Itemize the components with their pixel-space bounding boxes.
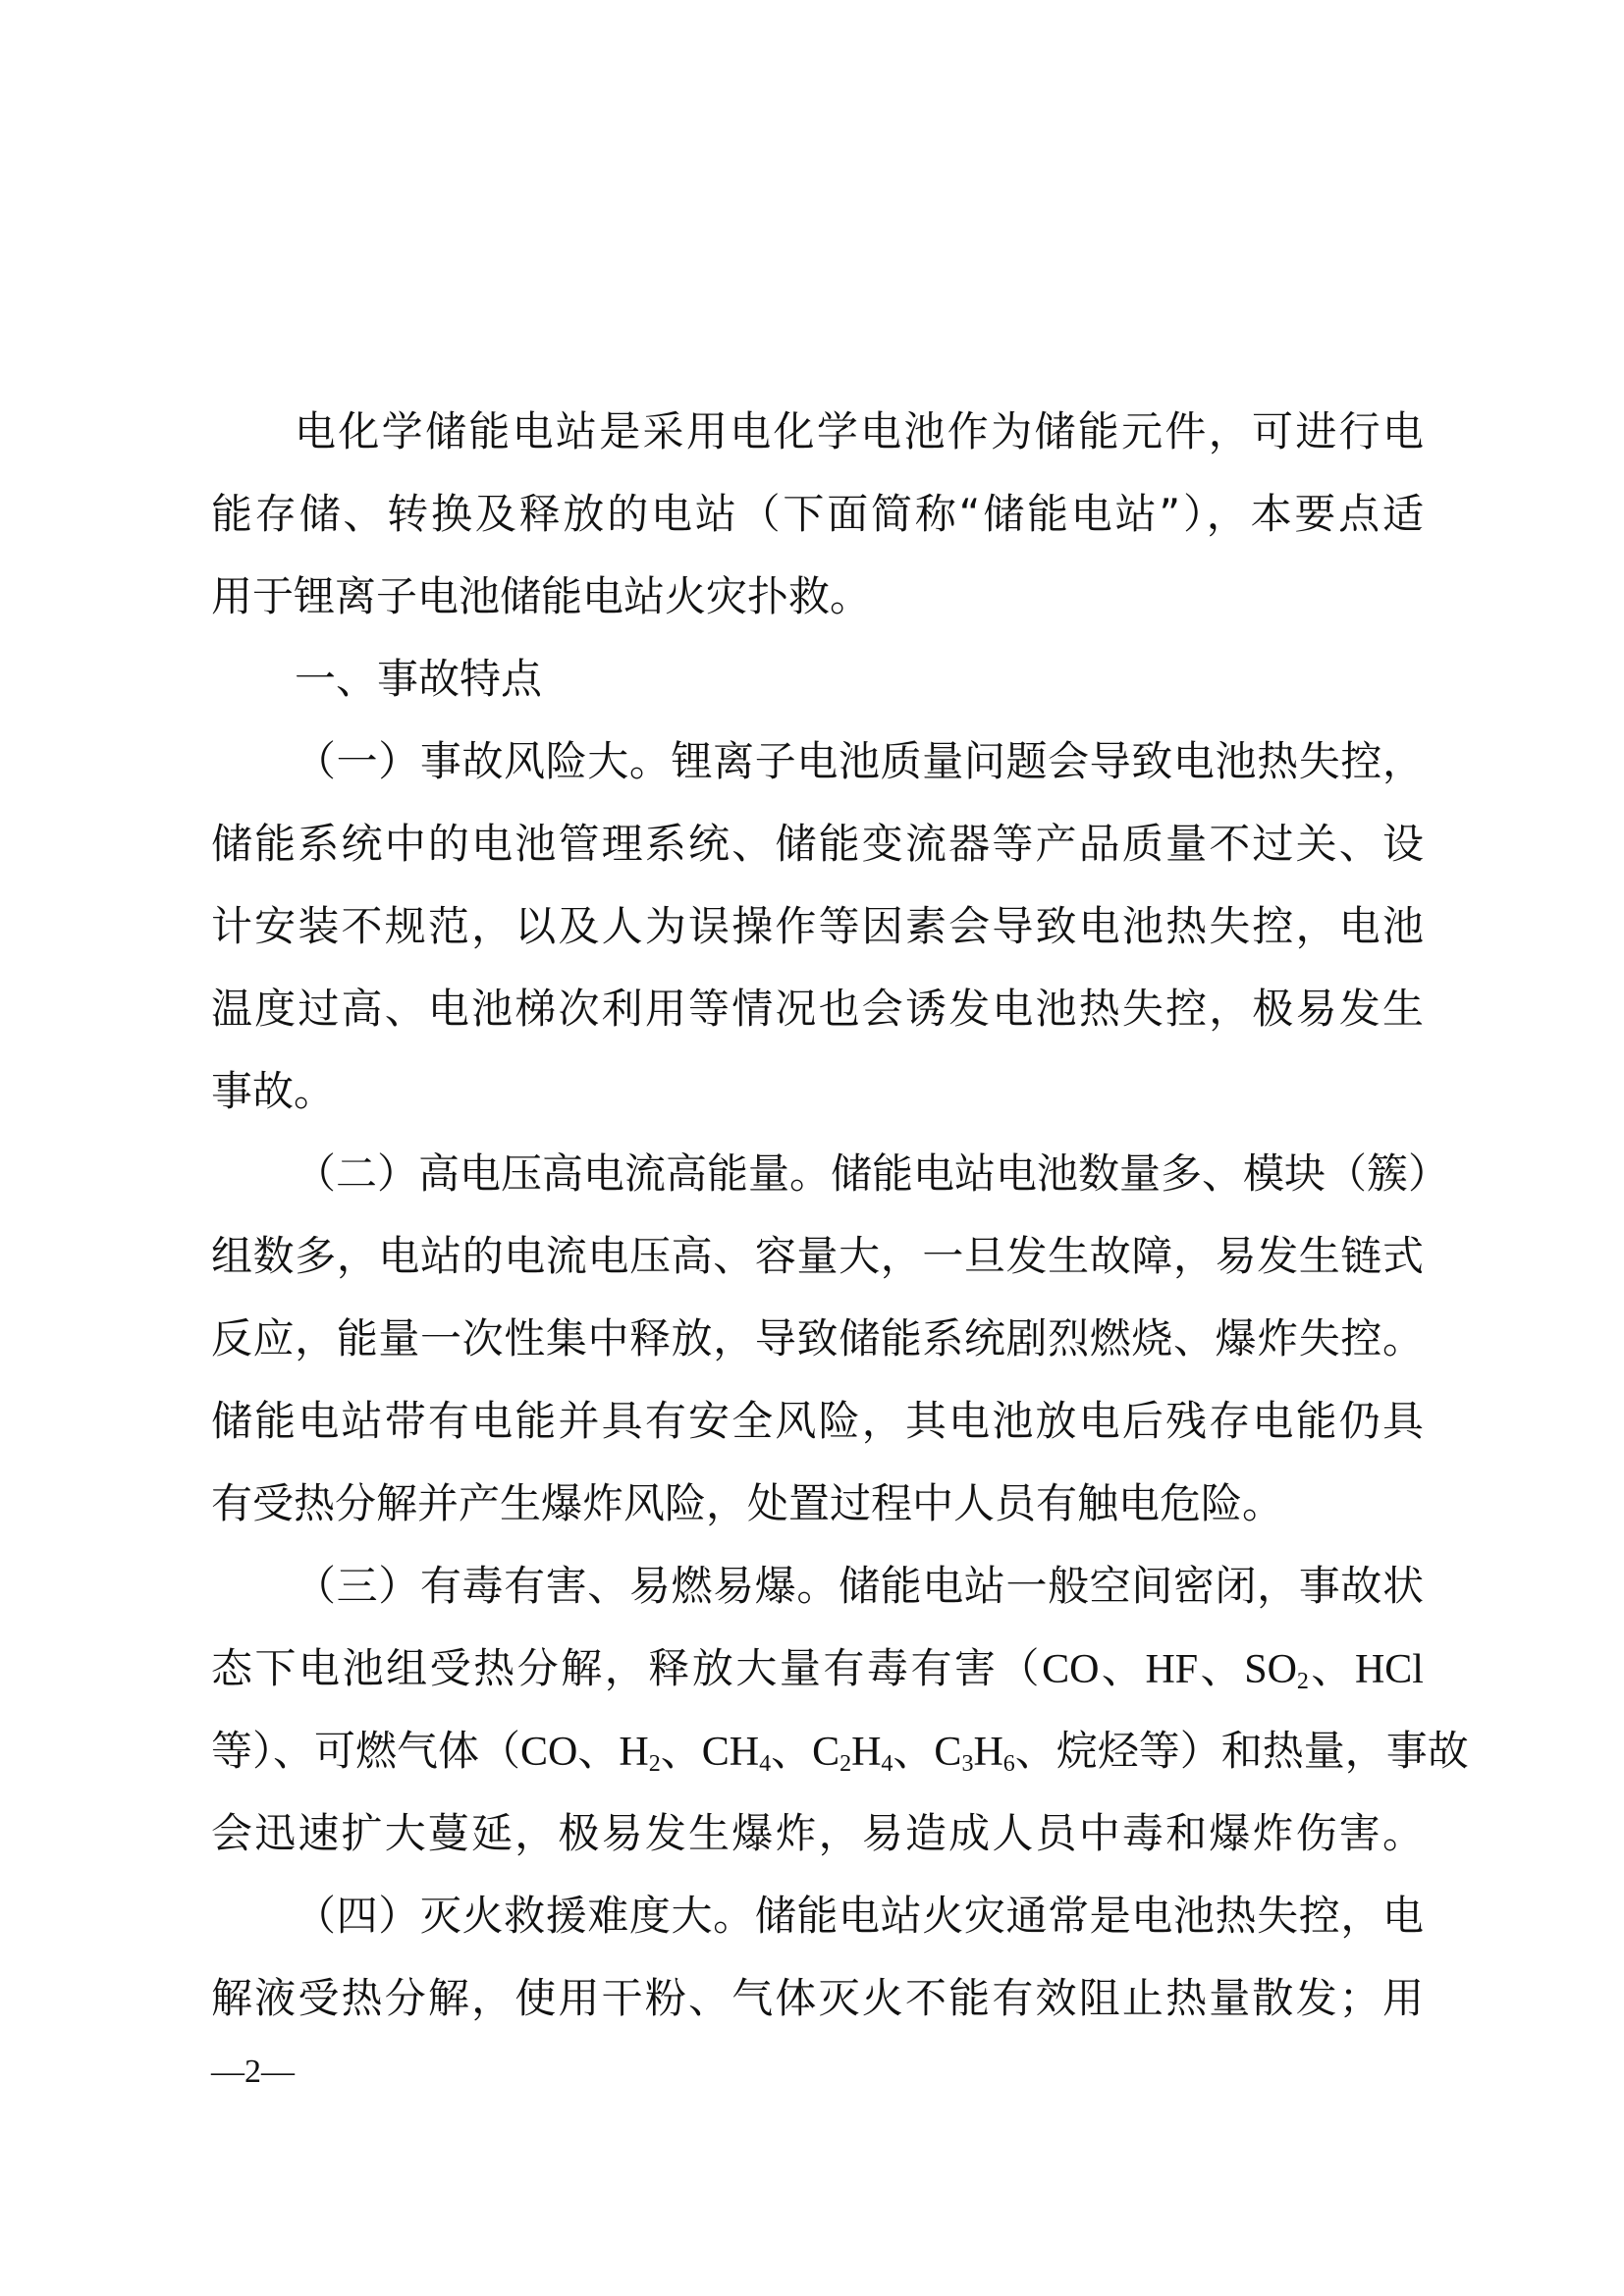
text-segment: 、C bbox=[893, 1730, 962, 1775]
subscript: 2 bbox=[839, 1751, 852, 1777]
page-number: —2— bbox=[211, 2054, 295, 2090]
text-segment: 解液受热分解，使用干粉、气体灭火不能有效阻止热量散发；用 bbox=[211, 1974, 1424, 2022]
text-line bbox=[211, 473, 1424, 556]
text-segment: 、烷烃等）和热量，事故 bbox=[1014, 1727, 1469, 1775]
text-line bbox=[211, 1792, 1424, 1875]
text-segment: （二）高电压高电流高能量。储能电站电池数量多、模块（簇） bbox=[295, 1149, 1450, 1198]
text-line bbox=[211, 1298, 1424, 1380]
text-segment: 电化学储能电站是采用电化学电池作为储能元件，可进行电 bbox=[295, 407, 1424, 455]
text-segment: H bbox=[973, 1730, 1003, 1775]
text-segment: 组数多，电站的电流电压高、容量大，一旦发生故障，易发生链式 bbox=[211, 1232, 1424, 1280]
text-line bbox=[211, 1050, 1424, 1133]
text-line bbox=[211, 1545, 1424, 1628]
text-segment: （一）事故风险大。锂离子电池质量问题会导致电池热失控， bbox=[295, 737, 1424, 785]
text-line bbox=[211, 391, 1424, 473]
subscript: 2 bbox=[1296, 1669, 1309, 1694]
text-segment: 能存储、转换及释放的电站（下面简称“储能电站”），本要点适 bbox=[211, 490, 1424, 538]
text-segment: 事故。 bbox=[211, 1067, 336, 1115]
text-segment: CO、H bbox=[520, 1730, 649, 1775]
text-segment: 等）、可燃气体（ bbox=[211, 1727, 521, 1775]
text-line bbox=[211, 1875, 1424, 1957]
subscript: 6 bbox=[1002, 1751, 1015, 1777]
text-line bbox=[211, 1628, 1424, 1710]
text-segment: 储能电站带有电能并具有安全风险，其电池放电后残存电能仍具 bbox=[211, 1397, 1424, 1445]
subscript: 3 bbox=[961, 1751, 974, 1777]
text-line bbox=[211, 885, 1424, 968]
text-segment: 储能系统中的电池管理系统、储能变流器等产品质量不过关、设 bbox=[211, 820, 1424, 868]
text-segment: 计安装不规范，以及人为误操作等因素会导致电池热失控，电池 bbox=[211, 902, 1424, 950]
text-segment: 态下电池组受热分解，释放大量有毒有害（ bbox=[211, 1644, 1043, 1692]
text-segment: 有受热分解并产生爆炸风险，处置过程中人员有触电危险。 bbox=[211, 1479, 1284, 1527]
text-line bbox=[211, 556, 1424, 638]
text-segment: （三）有毒有害、易燃易爆。储能电站一般空间密闭，事故状 bbox=[295, 1562, 1424, 1610]
text-line bbox=[211, 1215, 1424, 1298]
text-segment: 一、事故特点 bbox=[295, 655, 543, 703]
text-line bbox=[211, 721, 1424, 803]
text-line bbox=[211, 638, 1424, 721]
text-line bbox=[211, 803, 1424, 885]
subscript: 2 bbox=[648, 1751, 661, 1777]
text-segment: 、CH bbox=[660, 1730, 760, 1775]
document-body bbox=[211, 391, 1469, 2040]
text-segment: （四）灭火救援难度大。储能电站火灾通常是电池热失控，电 bbox=[295, 1892, 1424, 1940]
subscript: 4 bbox=[881, 1751, 893, 1777]
text-line bbox=[211, 1957, 1424, 2040]
text-line bbox=[211, 968, 1424, 1050]
text-segment: 、HCl bbox=[1308, 1647, 1424, 1692]
text-segment: 用于锂离子电池储能电站火灾扑救。 bbox=[211, 572, 872, 620]
text-segment: 会迅速扩大蔓延，极易发生爆炸，易造成人员中毒和爆炸伤害。 bbox=[211, 1809, 1424, 1857]
text-segment: 、C bbox=[771, 1730, 840, 1775]
text-segment: H bbox=[851, 1730, 882, 1775]
text-line bbox=[211, 1380, 1424, 1463]
text-line bbox=[211, 1463, 1424, 1545]
subscript: 4 bbox=[759, 1751, 772, 1777]
text-line bbox=[211, 1710, 1469, 1792]
text-segment: CO、HF、SO bbox=[1042, 1647, 1297, 1692]
text-segment: 反应，能量一次性集中释放，导致储能系统剧烈燃烧、爆炸失控。 bbox=[211, 1314, 1424, 1362]
text-line bbox=[211, 1133, 1450, 1215]
text-segment: 温度过高、电池梯次利用等情况也会诱发电池热失控，极易发生 bbox=[211, 985, 1424, 1033]
